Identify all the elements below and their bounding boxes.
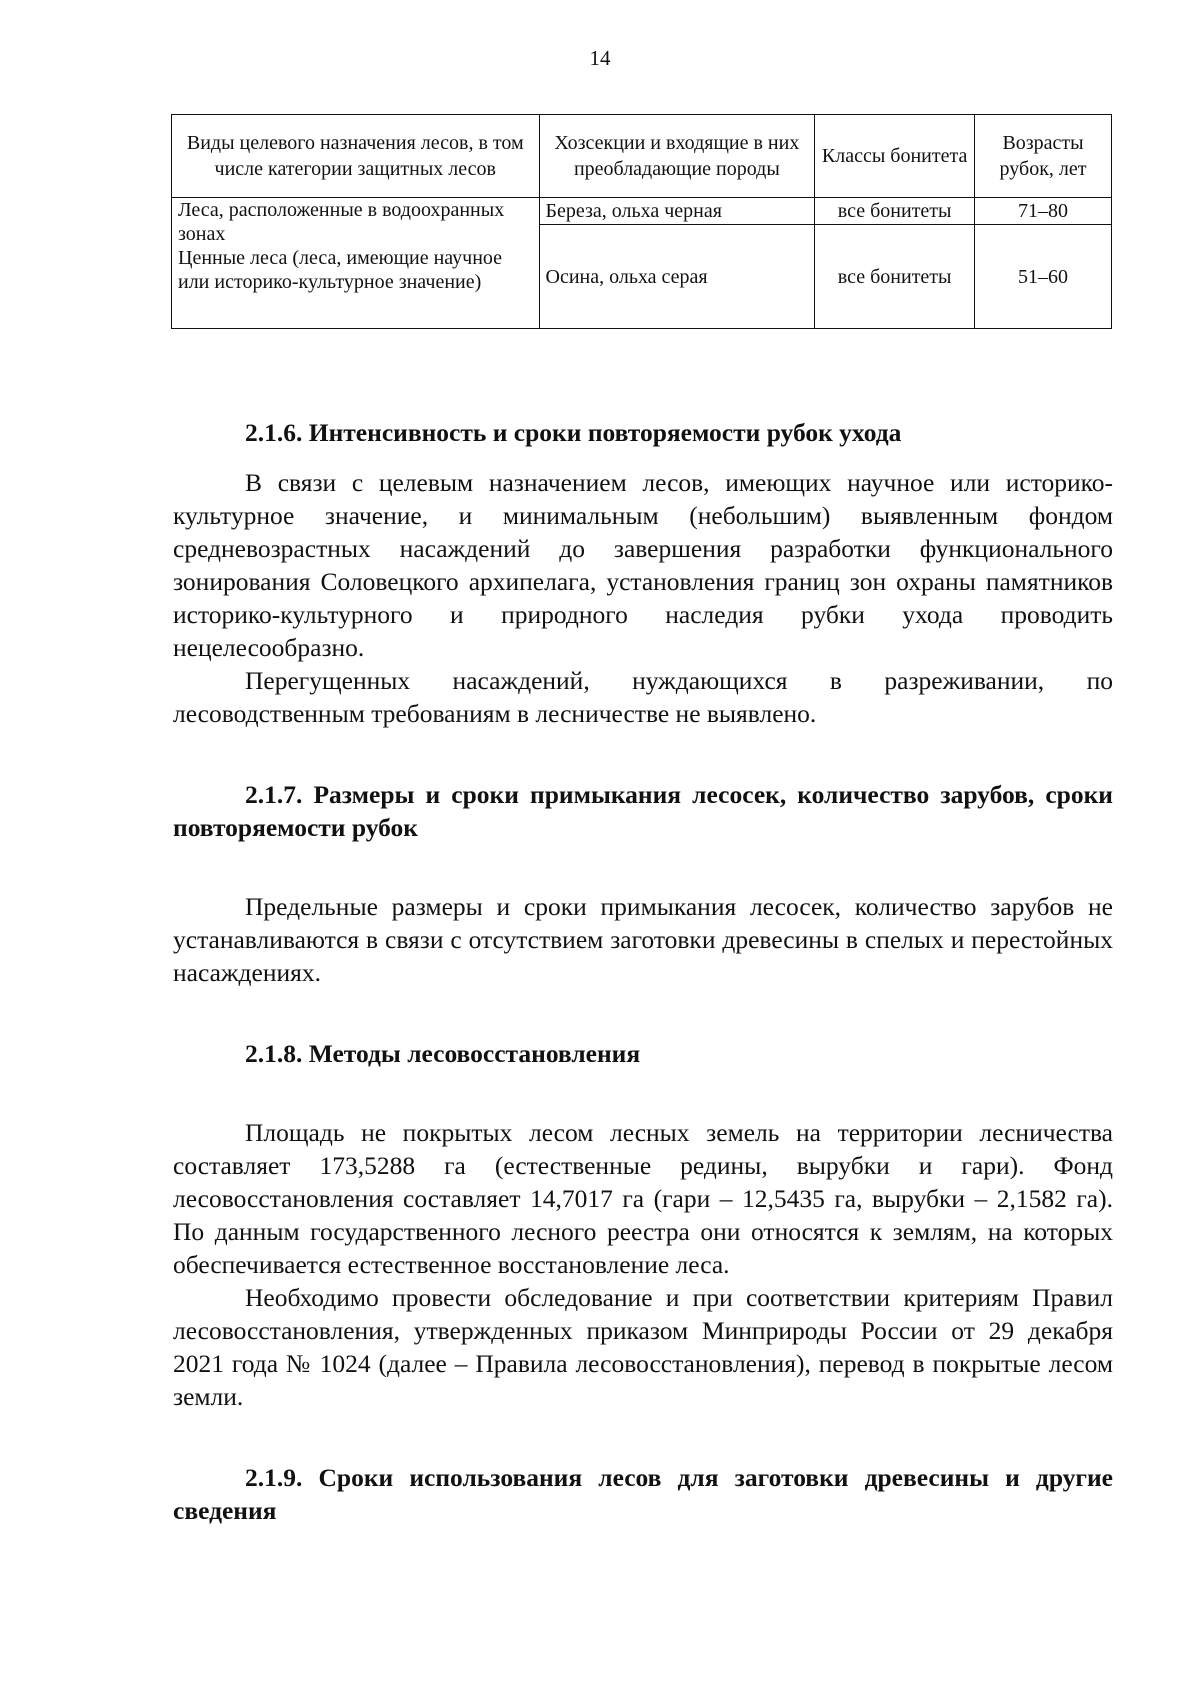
species-cell: Береза, ольха черная xyxy=(539,198,815,225)
table-header-row xyxy=(172,115,1112,198)
species-cell: Осина, ольха серая xyxy=(539,225,815,329)
section-heading-2-1-6: 2.1.6. Интенсивность и сроки повторяемости рубок ухода xyxy=(245,418,902,447)
paragraph: Перегущенных насаждений, нуждающихся в разреживании, по лесоводственным требованиям в лесничестве не выявлено. xyxy=(173,666,1113,728)
paragraph: В связи с целевым назначением лесов, имеющих научное или историко-культурное значение, и минимальным (небольшим) выявленным фондом средневозрастных насаждений до завершения разработки функционального зонирования Соловецкого архипелага, установления границ зон охраны памятников историко-культурного и природного наследия рубки ухода проводить нецелесообразно. xyxy=(173,468,1113,662)
section-heading-2-1-9: 2.1.9. Сроки использования лесов для заготовки древесины и другие сведения xyxy=(173,1463,1113,1525)
header-bonitet: Классы бонитета xyxy=(815,115,975,198)
forest-use-table xyxy=(171,114,1112,329)
section-heading-2-1-7: 2.1.7. Размеры и сроки примыкания лесосек, количество зарубов, сроки повторяемости рубок xyxy=(173,780,1113,842)
table-row xyxy=(172,198,1112,225)
page-number: 14 xyxy=(589,46,611,70)
forest-type-cell: Леса, расположенные в водоохранных зонах Ценные леса (леса, имеющие научное или историко-культурное значение) xyxy=(172,198,540,329)
paragraph: Предельные размеры и сроки примыкания лесосек, количество зарубов не устанавливаются в связи с отсутствием заготовки древесины в спелых и перестойных насаждениях. xyxy=(173,892,1113,987)
header-age: Возрасты рубок, лет xyxy=(975,115,1112,198)
bonitet-cell: все бонитеты xyxy=(815,198,975,225)
document-body xyxy=(173,416,1113,1527)
age-cell: 71–80 xyxy=(975,198,1112,225)
header-species: Хозсекции и входящие в них преобладающие породы xyxy=(539,115,815,198)
paragraph: Необходимо провести обследование и при соответствии критериям Правил лесовосстановления, утвержденных приказом Минприроды России от 29 декабря 2021 года № 1024 (далее – Правила лесовосстановления), перевод в покрытые лесом земли. xyxy=(173,1283,1113,1411)
paragraph: Площадь не покрытых лесом лесных земель на территории лесничества составляет 173,5288 га (естественные редины, вырубки и гари). Фонд лесовосстановления составляет 14,7017 га (гари – 12,5435 га, вырубки – 2,1582 га). По данным государственного лесного реестра они относятся к землям, на которых обеспечивается естественное восстановление леса. xyxy=(173,1118,1113,1279)
section-heading-2-1-8: 2.1.8. Методы лесовосстановления xyxy=(245,1039,641,1068)
age-cell: 51–60 xyxy=(975,225,1112,329)
bonitet-cell: все бонитеты xyxy=(815,225,975,329)
header-forest-type: Виды целевого назначения лесов, в том числе категории защитных лесов xyxy=(172,115,540,198)
